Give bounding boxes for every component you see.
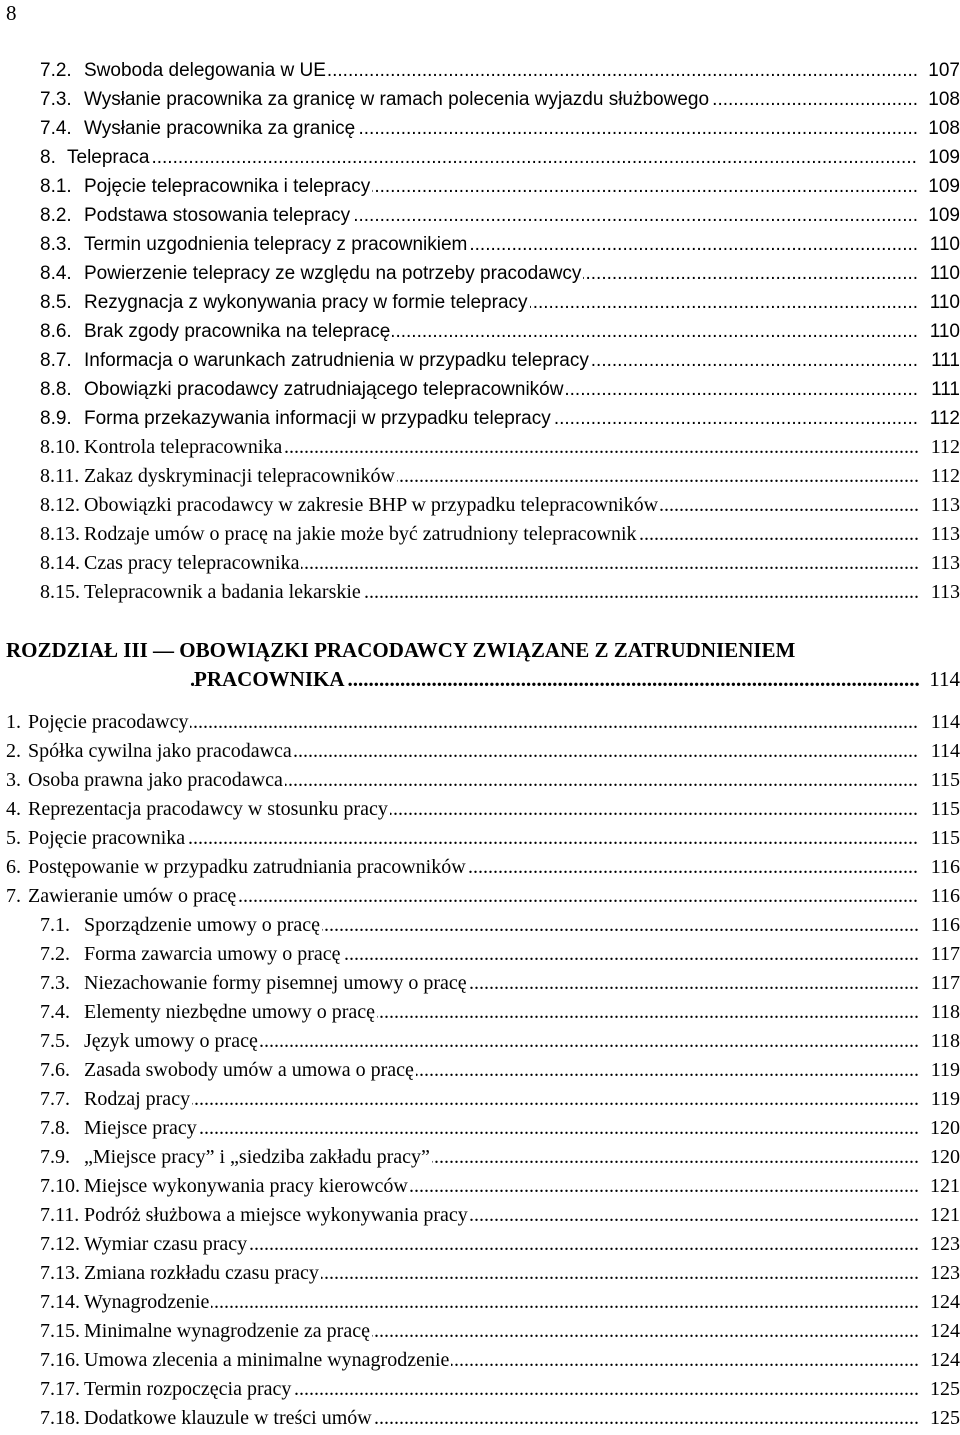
toc-entry-number: 8.7. — [40, 350, 72, 371]
toc-entry-page: 119 — [927, 1056, 960, 1085]
toc-entry[interactable] — [0, 520, 960, 549]
chapter-page-number: 114 — [925, 665, 960, 694]
toc-entry[interactable] — [0, 1172, 960, 1201]
toc-entry-page: 119 — [927, 1085, 960, 1114]
toc-entry-number: 7.18. — [40, 1407, 80, 1429]
toc-entry-number: 8.2. — [40, 205, 72, 226]
toc-entry-number: 8. — [40, 147, 56, 168]
toc-entry[interactable] — [0, 824, 960, 853]
toc-entry-number: 8.9. — [40, 408, 72, 429]
toc-entry-title: Rezygnacja z wykonywania pracy w formie telepracy — [84, 288, 530, 317]
toc-entry-page: 112 — [927, 433, 960, 462]
toc-entry[interactable] — [0, 433, 960, 462]
toc-entry-page: 123 — [926, 1259, 960, 1288]
toc-entry-title: Pojęcie telepracownika i telepracy — [84, 172, 372, 201]
toc-entry-title: Wysłanie pracownika za granicę w ramach polecenia wyjazdu służbowego — [84, 85, 711, 114]
toc-entry-title: Minimalne wynagrodzenie za pracę — [84, 1317, 372, 1346]
toc-entry-page: 113 — [927, 578, 960, 607]
toc-entry-title: Podstawa stosowania telepracy — [84, 201, 352, 230]
toc-entry-number: 7.15. — [40, 1320, 80, 1342]
toc-entry[interactable] — [0, 317, 960, 346]
toc-entry-title: Telepracownik a badania lekarskie — [84, 578, 363, 607]
toc-entry[interactable] — [0, 143, 960, 172]
toc-entry-page: 125 — [926, 1375, 960, 1404]
toc-entry-title: Obowiązki pracodawcy w zakresie BHP w przypadku telepracowników — [84, 491, 660, 520]
toc-entry-number: 7.10. — [40, 1175, 80, 1197]
toc-entry[interactable] — [0, 404, 960, 433]
toc-entry-title: Wynagrodzenie — [84, 1288, 211, 1317]
toc-entry-title: „Miejsce pracy” i „siedziba zakładu pracy” — [84, 1143, 432, 1172]
toc-entry[interactable] — [0, 795, 960, 824]
toc-entry[interactable] — [0, 230, 960, 259]
toc-entry-number: 1. — [6, 711, 21, 733]
toc-entry-number: 7.16. — [40, 1349, 80, 1371]
chapter-heading-line1: ROZDZIAŁ III — OBOWIĄZKI PRACODAWCY ZWIĄZANE Z ZATRUDNIENIEM — [6, 638, 796, 662]
toc-entry[interactable] — [0, 1056, 960, 1085]
toc-entry-page: 110 — [926, 317, 960, 346]
toc-entry-title: Kontrola telepracownika — [84, 433, 284, 462]
toc-entry-page: 121 — [926, 1201, 960, 1230]
toc-entry-title: Zakaz dyskryminacji telepracowników — [84, 462, 397, 491]
toc-entry-page: 113 — [927, 549, 960, 578]
toc-entry-number: 8.1. — [40, 176, 72, 197]
toc-entry[interactable] — [0, 1201, 960, 1230]
toc-entry-number: 7.3. — [40, 972, 70, 994]
toc-entry[interactable] — [0, 1114, 960, 1143]
toc-entry-page: 113 — [927, 520, 960, 549]
dot-leader — [84, 1114, 918, 1143]
toc-entry[interactable] — [0, 998, 960, 1027]
toc-entry-page: 117 — [927, 969, 960, 998]
toc-entry-page: 111 — [927, 346, 960, 375]
toc-entry-page: 123 — [926, 1230, 960, 1259]
toc-entry-page: 116 — [927, 911, 960, 940]
toc-entry-page: 112 — [927, 462, 960, 491]
toc-entry[interactable] — [0, 1375, 960, 1404]
toc-entry-number: 7.13. — [40, 1262, 80, 1284]
toc-entry-number: 7.4. — [40, 1001, 70, 1023]
toc-entry-page: 114 — [927, 708, 960, 737]
toc-entry[interactable] — [0, 172, 960, 201]
toc-entry[interactable] — [0, 1346, 960, 1375]
toc-entry-number: 8.11. — [40, 465, 80, 487]
toc-entry-number: 4. — [6, 798, 21, 820]
toc-entry-number: 7.3. — [40, 89, 72, 110]
toc-entry-title: Sporządzenie umowy o pracę — [84, 911, 322, 940]
toc-entry-number: 8.14. — [40, 552, 80, 574]
toc-entry-title: Postępowanie w przypadku zatrudniania pracowników — [28, 853, 468, 882]
toc-entry-page: 124 — [926, 1346, 960, 1375]
toc-entry-number: 8.8. — [40, 379, 72, 400]
toc-entry-page: 109 — [924, 172, 960, 201]
toc-entry[interactable] — [0, 1085, 960, 1114]
toc-entry[interactable] — [0, 1143, 960, 1172]
toc-entry-page: 107 — [924, 56, 960, 85]
toc-entry-number: 7.17. — [40, 1378, 80, 1400]
toc-entry-title: Reprezentacja pracodawcy w stosunku pracy — [28, 795, 390, 824]
toc-entry-title: Pojęcie pracownika — [28, 824, 187, 853]
toc-entry[interactable] — [0, 853, 960, 882]
toc-entry[interactable] — [0, 56, 960, 85]
toc-entry-number: 8.13. — [40, 523, 80, 545]
toc-entry[interactable] — [0, 737, 960, 766]
toc-entry-number: 7.14. — [40, 1291, 80, 1313]
toc-entry-title: Brak zgody pracownika na telepracę — [84, 317, 392, 346]
toc-entry[interactable] — [0, 85, 960, 114]
toc-entry-title: Rodzaje umów o pracę na jakie może być zatrudniony telepracownik — [84, 520, 639, 549]
toc-entry-page: 125 — [926, 1404, 960, 1433]
toc-entry-page: 115 — [927, 766, 960, 795]
toc-entry-page: 110 — [926, 259, 960, 288]
toc-entry-title: Niezachowanie formy pisemnej umowy o pracę — [84, 969, 469, 998]
toc-entry-page: 113 — [927, 491, 960, 520]
toc-entry-number: 8.10. — [40, 436, 80, 458]
toc-entry-page: 120 — [926, 1143, 960, 1172]
toc-entry-page: 118 — [927, 998, 960, 1027]
toc-entry-page: 109 — [924, 201, 960, 230]
toc-entry-number: 3. — [6, 769, 21, 791]
toc-entry-number: 7.11. — [40, 1204, 80, 1226]
toc-entry-page: 112 — [926, 404, 960, 433]
dot-leader — [67, 143, 918, 172]
toc-entry[interactable] — [0, 911, 960, 940]
toc-entry[interactable] — [0, 462, 960, 491]
toc-entry-title: Obowiązki pracodawcy zatrudniającego telepracowników — [84, 375, 565, 404]
toc-entry[interactable] — [0, 940, 960, 969]
toc-entry-title: Telepraca — [67, 143, 151, 172]
chapter-heading — [6, 636, 960, 665]
chapter-heading-row[interactable] — [0, 665, 960, 694]
toc-entry-number: 8.15. — [40, 581, 80, 603]
toc-entry-page: 115 — [927, 824, 960, 853]
toc-entry[interactable] — [0, 766, 960, 795]
chapter-heading-line2: PRACOWNIKA — [194, 665, 347, 694]
toc-entry-title: Miejsce wykonywania pracy kierowców — [84, 1172, 410, 1201]
toc-entry[interactable] — [0, 882, 960, 911]
toc-entry-page: 117 — [927, 940, 960, 969]
toc-entry-title: Informacja o warunkach zatrudnienia w przypadku telepracy — [84, 346, 591, 375]
toc-entry[interactable] — [0, 1288, 960, 1317]
toc-entry-page: 116 — [927, 882, 960, 911]
toc-entry-number: 5. — [6, 827, 21, 849]
toc-entry-title: Spółka cywilna jako pracodawca — [28, 737, 294, 766]
toc-entry-title: Elementy niezbędne umowy o pracę — [84, 998, 377, 1027]
toc-entry-title: Język umowy o pracę — [84, 1027, 260, 1056]
toc-entry-number: 8.12. — [40, 494, 80, 516]
toc-entry-number: 7.8. — [40, 1117, 70, 1139]
toc-entry-page: 124 — [926, 1317, 960, 1346]
toc-entry[interactable] — [0, 1317, 960, 1346]
toc-entry-number: 7.7. — [40, 1088, 70, 1110]
toc-entry-number: 2. — [6, 740, 21, 762]
toc-entry[interactable] — [0, 375, 960, 404]
toc-entry-title: Zasada swobody umów a umowa o pracę — [84, 1056, 416, 1085]
toc-entry-number: 7.1. — [40, 914, 70, 936]
toc-entry-title: Zmiana rozkładu czasu pracy — [84, 1259, 321, 1288]
toc-entry[interactable] — [0, 288, 960, 317]
toc-entry-number: 7. — [6, 885, 21, 907]
toc-entry-title: Swoboda delegowania w UE — [84, 56, 328, 85]
toc-entry-title: Pojęcie pracodawcy — [28, 708, 190, 737]
toc-entry[interactable] — [0, 708, 960, 737]
toc-entry[interactable] — [0, 201, 960, 230]
toc-entry-title: Forma przekazywania informacji w przypadku telepracy — [84, 404, 553, 433]
toc-entry-page: 116 — [927, 853, 960, 882]
toc-entry-page: 110 — [926, 288, 960, 317]
toc-entry[interactable] — [0, 259, 960, 288]
toc-entry-number: 7.9. — [40, 1146, 70, 1168]
toc-entry-page: 110 — [926, 230, 960, 259]
toc-entry-page: 120 — [926, 1114, 960, 1143]
toc-entry-page: 124 — [926, 1288, 960, 1317]
toc-entry-title: Miejsce pracy — [84, 1114, 199, 1143]
toc-entry-title: Zawieranie umów o pracę — [28, 882, 238, 911]
toc-entry-number: 7.2. — [40, 60, 72, 81]
toc-entry-number: 8.6. — [40, 321, 72, 342]
toc-entry-number: 8.3. — [40, 234, 72, 255]
toc-entry-title: Dodatkowe klauzule w treści umów — [84, 1404, 374, 1433]
toc-entry-number: 6. — [6, 856, 21, 878]
toc-entry-title: Czas pracy telepracownika — [84, 549, 301, 578]
toc-entry[interactable] — [0, 578, 960, 607]
toc-entry[interactable] — [0, 1259, 960, 1288]
toc-entry-number: 8.4. — [40, 263, 72, 284]
toc-entry[interactable] — [0, 969, 960, 998]
toc-entry[interactable] — [0, 1230, 960, 1259]
toc-entry-number: 7.12. — [40, 1233, 80, 1255]
toc-entry-page: 108 — [924, 114, 960, 143]
toc-entry-number: 7.5. — [40, 1030, 70, 1052]
toc-entry-number: 8.5. — [40, 292, 72, 313]
toc-entry-title: Podróż służbowa a miejsce wykonywania pracy — [84, 1201, 470, 1230]
toc-entry-title: Forma zawarcia umowy o pracę — [84, 940, 343, 969]
toc-entry-page: 118 — [927, 1027, 960, 1056]
page-number: 8 — [6, 1, 17, 25]
toc-entry-page: 109 — [924, 143, 960, 172]
toc-entry[interactable] — [0, 1027, 960, 1056]
toc-entry[interactable] — [0, 491, 960, 520]
toc-entry-title: Termin uzgodnienia telepracy z pracownikiem — [84, 230, 469, 259]
dot-leader — [84, 1085, 918, 1114]
toc-entry-title: Termin rozpoczęcia pracy — [84, 1375, 293, 1404]
toc-entry-page: 121 — [926, 1172, 960, 1201]
toc-entry-number: 7.2. — [40, 943, 70, 965]
toc-entry-title: Osoba prawna jako pracodawca — [28, 766, 285, 795]
toc-entry[interactable] — [0, 1404, 960, 1433]
toc-entry-page: 114 — [927, 737, 960, 766]
toc-entry-number: 7.4. — [40, 118, 72, 139]
toc-entry-page: 111 — [927, 375, 960, 404]
toc-entry-title: Powierzenie telepracy ze względu na potrzeby pracodawcy — [84, 259, 583, 288]
toc-entry-title: Umowa zlecenia a minimalne wynagrodzenie — [84, 1346, 451, 1375]
toc-entry-page: 115 — [927, 795, 960, 824]
toc-entry-title: Wysłanie pracownika za granicę — [84, 114, 357, 143]
toc-entry-number: 7.6. — [40, 1059, 70, 1081]
toc-entry-page: 108 — [924, 85, 960, 114]
toc-entry-title: Rodzaj pracy — [84, 1085, 192, 1114]
toc-entry[interactable] — [0, 346, 960, 375]
toc-entry[interactable] — [0, 549, 960, 578]
toc-entry-title: Wymiar czasu pracy — [84, 1230, 249, 1259]
toc-entry[interactable] — [0, 114, 960, 143]
